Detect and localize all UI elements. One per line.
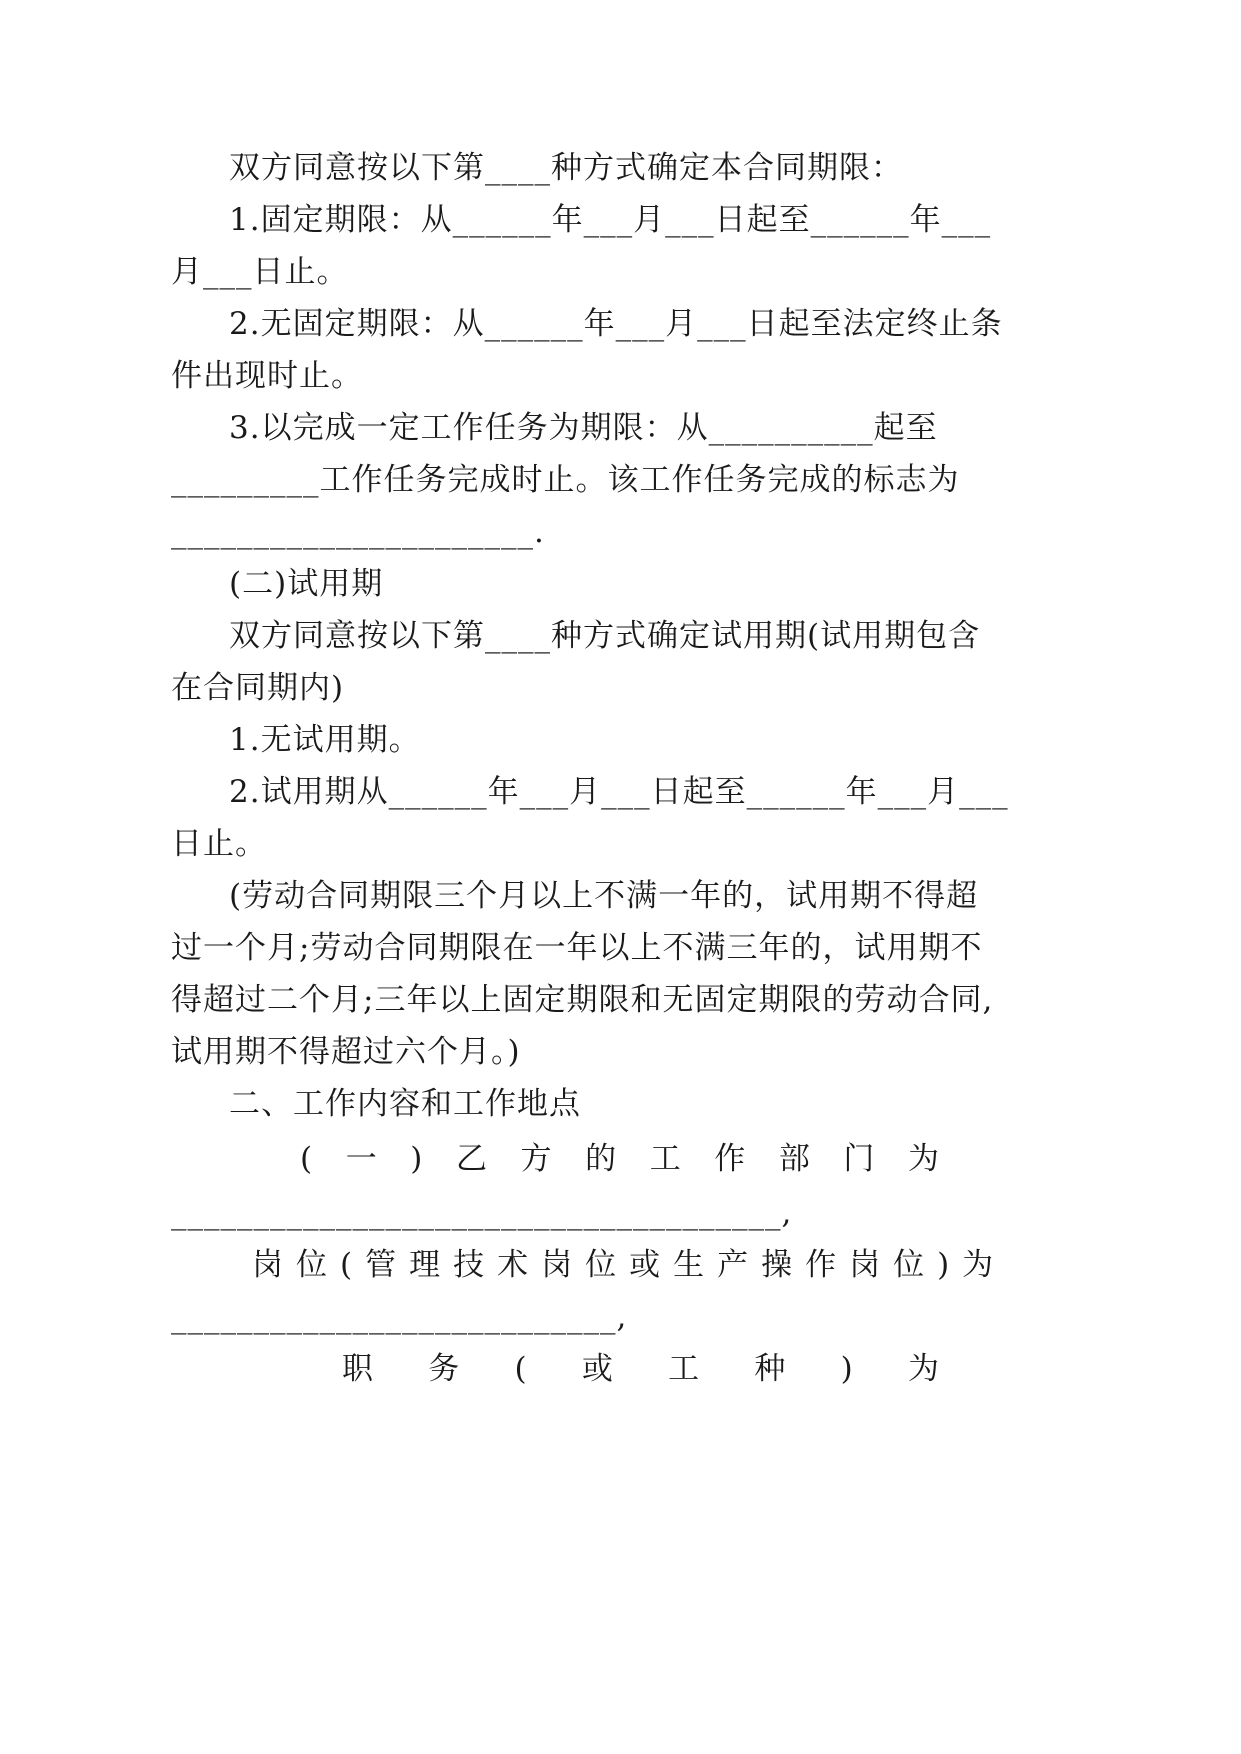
paragraph-line	[0, 191, 1241, 249]
glyph: 工	[649, 1141, 682, 1177]
line-text: (劳动合同期限三个月以上不满一年的，试用期不得超	[229, 878, 979, 914]
section-heading	[0, 1075, 1241, 1133]
line-text: ______________________.	[171, 514, 545, 550]
paragraph-line	[0, 1236, 1241, 1294]
paragraph-line	[0, 711, 1241, 769]
spread-text	[300, 1130, 940, 1188]
glyph: 方	[520, 1141, 553, 1177]
glyph: 门	[843, 1141, 876, 1177]
paragraph-line	[0, 1130, 1241, 1188]
paragraph-line	[0, 971, 1241, 1029]
glyph: 部	[778, 1141, 811, 1177]
glyph: (	[514, 1351, 528, 1387]
paragraph-line	[0, 139, 1241, 197]
line-text: 试用期不得超过六个月。)	[171, 1034, 521, 1070]
paragraph-line	[0, 763, 1241, 821]
glyph: 务	[428, 1351, 461, 1387]
line-text: 日止。	[171, 826, 267, 862]
glyph: 乙	[455, 1141, 488, 1177]
line-text: 在合同期内)	[171, 670, 345, 706]
line-text: 1.无试用期。	[229, 722, 421, 758]
paragraph-line	[0, 503, 1241, 561]
paragraph-line	[0, 347, 1241, 405]
glyph: 作	[714, 1141, 747, 1177]
paragraph-line	[0, 659, 1241, 717]
glyph: 种	[754, 1351, 787, 1387]
paragraph-line	[0, 815, 1241, 873]
glyph: 职	[342, 1351, 374, 1387]
line-text: (二)试用期	[229, 566, 384, 602]
paragraph-line	[0, 1023, 1241, 1081]
glyph: 的	[585, 1141, 618, 1177]
glyph: 为	[907, 1351, 940, 1387]
line-text: 2.无固定期限：从______年___月___日起至法定终止条	[229, 306, 1003, 342]
paragraph-line	[0, 1288, 1241, 1346]
glyph: (	[300, 1141, 314, 1177]
line-text: 月___日止。	[171, 254, 349, 290]
line-text: ___________________________,	[171, 1299, 628, 1335]
paragraph-line	[0, 919, 1241, 977]
glyph: 一	[345, 1141, 378, 1177]
line-text: 3.以完成一定工作任务为期限：从__________起至	[229, 410, 938, 446]
line-text: 双方同意按以下第____种方式确定本合同期限：	[229, 150, 903, 186]
line-text: 过一个月;劳动合同期限在一年以上不满三年的，试用期不	[171, 930, 983, 966]
glyph: 或	[581, 1351, 614, 1387]
line-text: 件出现时止。	[171, 358, 363, 394]
paragraph-line	[0, 243, 1241, 301]
line-text: _____________________________________,	[171, 1195, 793, 1231]
glyph: 工	[668, 1351, 701, 1387]
glyph: 为	[908, 1141, 940, 1177]
line-text: 岗位(管理技术岗位或生产操作岗位)为	[252, 1247, 1007, 1283]
glyph: )	[840, 1351, 854, 1387]
line-text: 二、工作内容和工作地点	[229, 1086, 581, 1122]
paragraph-line	[0, 295, 1241, 353]
paragraph-line	[0, 1340, 1241, 1398]
section-heading	[0, 555, 1241, 613]
paragraph-line	[0, 399, 1241, 457]
paragraph-line	[0, 867, 1241, 925]
line-text: 2.试用期从______年___月___日起至______年___月___	[229, 774, 1009, 810]
paragraph-line	[0, 451, 1241, 509]
line-text: 得超过二个月;三年以上固定期限和无固定期限的劳动合同,	[171, 982, 994, 1018]
paragraph-line	[0, 607, 1241, 665]
line-text: 双方同意按以下第____种方式确定试用期(试用期包含	[229, 618, 981, 654]
line-text: _________工作任务完成时止。该工作任务完成的标志为	[171, 462, 960, 498]
glyph: )	[410, 1141, 424, 1177]
line-text: 1.固定期限：从______年___月___日起至______年___	[229, 202, 992, 238]
spread-text	[342, 1340, 940, 1398]
paragraph-line	[0, 1184, 1241, 1242]
